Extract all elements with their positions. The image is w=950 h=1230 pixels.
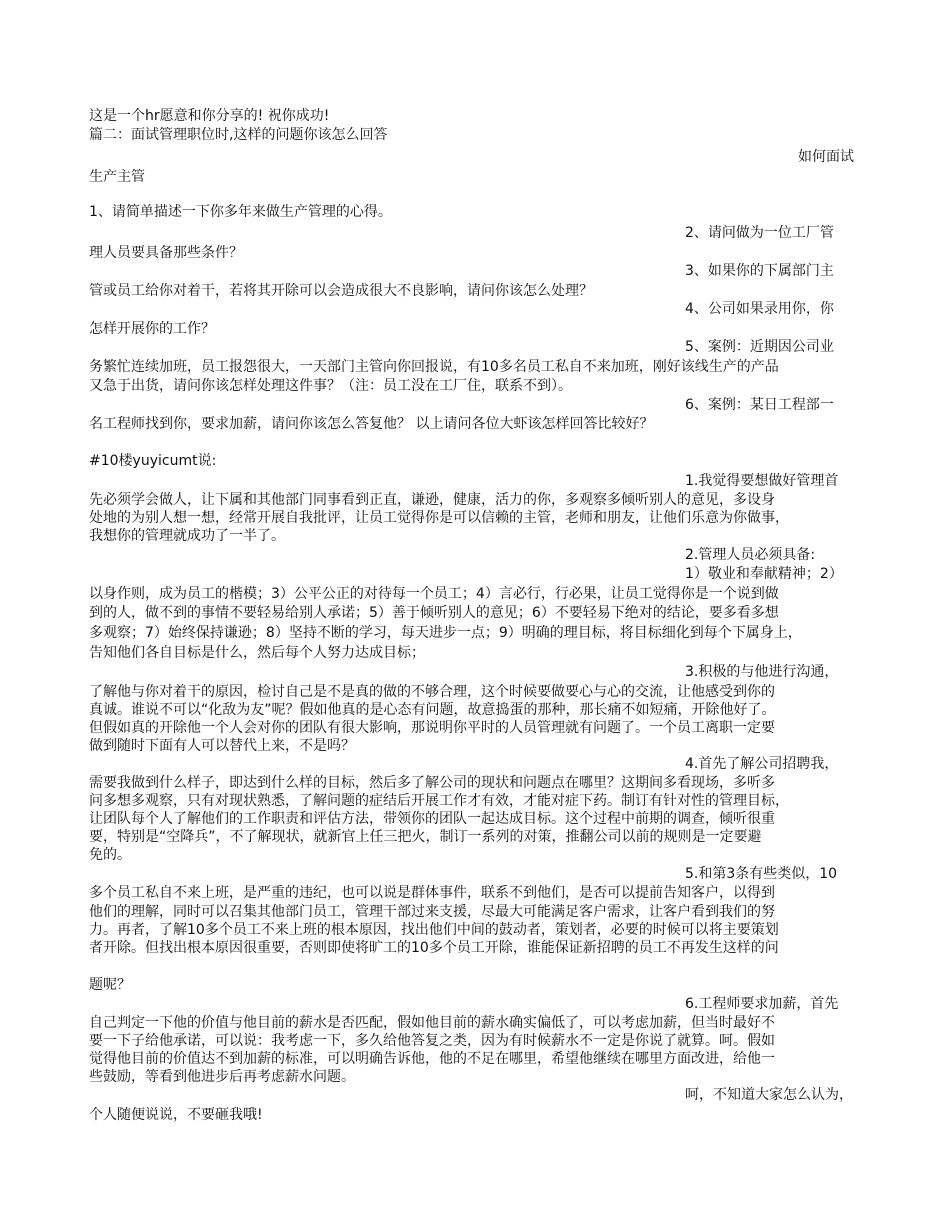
- reply-author: #10楼yuyicumt说:: [89, 453, 217, 469]
- answer-line: 2.管理人员必须具备:: [685, 547, 816, 563]
- text-line: 真诚。谁说不可以“化敌为友”呢？假如他真的是心态有问题，故意捣蛋的那种，那长痛不如短痛，开除他好了。: [89, 702, 776, 718]
- text-line: 我想你的管理就成功了一半了。: [89, 528, 285, 544]
- text-line: 需要我做到什么样子，即达到什么样的目标，然后多了解公司的现状和问题点在哪里？这期间多看现场，多听多: [89, 775, 775, 791]
- text-line: 管或员工给你对着干，若将其开除可以会造成很大不良影响，请问你该怎么处理？: [89, 283, 593, 299]
- text-line: 者开除。但找出根本原因很重要，否则即使将旷工的10多个员工开除，谁能保证新招聘的员工不再发生这样的问: [89, 940, 779, 956]
- question-line: 4、公司如果录用你，你: [685, 301, 834, 317]
- text-line: 多观察；7）始终保持谦逊；8）坚持不断的学习，每天进步一点；9）明确的理目标，将目标细化到每个下属身上，: [89, 625, 802, 641]
- text-line: 怎样开展你的工作？: [89, 321, 215, 337]
- answer-line: 6.工程师要求加薪，首先: [685, 996, 839, 1012]
- question-line: 5、案例：近期因公司业: [685, 339, 834, 355]
- text-line: 但假如真的开除他一个人会对你的团队有很大影响，那说明你平时的人员管理就有问题了。一个员工离职一定要: [89, 720, 775, 736]
- text-line: 自己判定一下他的价值与他目前的薪水是否匹配，假如他目前的薪水确实偏低了，可以考虑加薪，但当时最好不: [89, 1015, 775, 1031]
- text-line: 了解他与你对着干的原因，检讨自己是不是真的做的不够合理，这个时候要做要心与心的交流，让他感受到你的: [89, 684, 775, 700]
- question-line: 2、请问做为一位工厂管: [685, 225, 834, 241]
- text-line: 务繁忙连续加班，员工报怨很大，一天部门主管向你回报说，有10多名员工私自不来加班，刚好该线生产的产品: [89, 359, 779, 375]
- text-line: 力。再者，了解10多个员工不来上班的根本原因，找出他们中间的鼓动者，策划者，必要的时候可以将主要策划: [89, 922, 779, 938]
- text-line: 他们的理解，同时可以召集其他部门员工，管理干部过来支援，尽最大可能满足客户需求，让客户看到我们的努: [89, 904, 775, 920]
- question-line: 1、请简单描述一下你多年来做生产管理的心得。: [89, 204, 392, 220]
- text-line: 问多想多观察，只有对现状熟悉，了解问题的症结后开展工作才有效，才能对症下药。制订有针对性的管理目标，: [89, 793, 789, 809]
- text-line: 名工程师找到你，要求加薪，请问你该怎么答复他？ 以上请问各位大虾该怎样回答比较好？: [89, 416, 654, 432]
- text-line: 做到随时下面有人可以替代上来，不是吗？: [89, 738, 355, 754]
- text-line: 处地的为别人想一想，经常开展自我批评，让员工觉得你是可以信赖的主管，老师和朋友，让他们乐意为你做事，: [89, 510, 789, 526]
- text-line: 些鼓励，等看到他进步后再考虑薪水问题。: [89, 1069, 355, 1085]
- closing-line: 个人随便说说，不要砸我哦!: [89, 1107, 263, 1123]
- text-line: 理人员要具备那些条件？: [89, 245, 243, 261]
- text-line: 多个员工私自不来上班，是严重的违纪，也可以说是群体事件，联系不到他们，是否可以提前告知客户，以得到: [89, 885, 775, 901]
- text-line: 以身作则，成为员工的楷模；3）公平公正的对待每一个员工；4）言必行，行必果，让员工觉得你是一个说到做: [89, 586, 779, 602]
- question-line: 3、如果你的下属部门主: [685, 263, 834, 279]
- text-line: 让团队每个人了解他们的工作职责和评估方法，带领你的团队一起达成目标。这个过程中前期的调查，倾听很重: [89, 811, 775, 827]
- closing-line: 呵，不知道大家怎么认为，: [685, 1087, 853, 1103]
- text-line: 要，特别是“空降兵”，不了解现状，就新官上任三把火，制订一系列的对策，推翻公司以前的规则是一定要避: [89, 829, 762, 845]
- text-line: 免的。: [89, 847, 131, 863]
- text-line: 要一下子给他承诺，可以说：我考虑一下，多久给他答复之类，因为有时候薪水不一定是你说了就算。呵。假如: [89, 1033, 775, 1049]
- answer-line: 5.和第3条有些类似，10: [685, 866, 838, 882]
- text-line: 这是一个hr愿意和你分享的! 祝你成功!: [89, 108, 330, 124]
- question-line: 6、案例：某日工程部一: [685, 397, 834, 413]
- text-line: 先必须学会做人，让下属和其他部门同事看到正直，谦逊，健康，活力的你，多观察多倾听别人的意见，多设身: [89, 492, 775, 508]
- answer-line: 3.积极的与他进行沟通，: [685, 664, 839, 680]
- answer-line: 4.首先了解公司招聘我，: [685, 756, 839, 772]
- text-line: 题呢？: [89, 977, 131, 993]
- text-line: 觉得他目前的价值达不到加薪的标准，可以明确告诉他，他的不足在哪里，希望他继续在哪里方面改进，给他一: [89, 1051, 775, 1067]
- text-line: 生产主管: [89, 169, 145, 185]
- answer-line: 1.我觉得要想做好管理首: [685, 473, 839, 489]
- text-line: 如何面试: [798, 149, 854, 165]
- text-line: 又急于出货，请问你该怎样处理这件事？（注：员工没在工厂住，联系不到）。: [89, 378, 572, 394]
- section-heading: 篇二：面试管理职位时,这样的问题你该怎么回答: [89, 127, 388, 143]
- answer-line: 1）敬业和奉献精神；2）: [685, 566, 843, 582]
- text-line: 告知他们各自目标是什么，然后每个人努力达成目标；: [89, 645, 425, 661]
- text-line: 到的人，做不到的事情不要轻易给别人承诺；5）善于倾听别人的意见；6）不要轻易下绝对的结论，要多看多想: [89, 605, 779, 621]
